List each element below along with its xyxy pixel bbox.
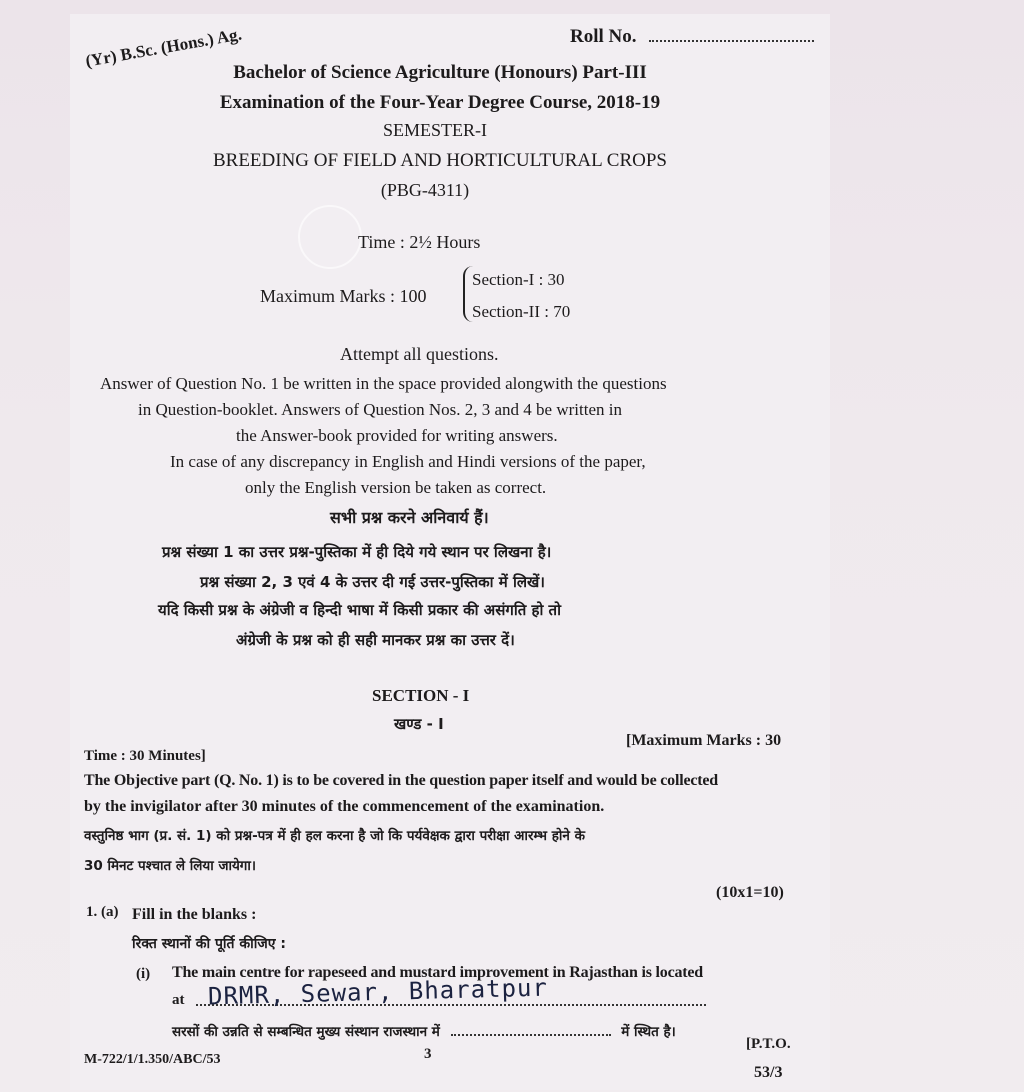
semester-title: SEMESTER-I <box>382 120 487 140</box>
item-question-en: The main centre for rapeseed and mustard improvement in Rajasthan is located <box>172 964 704 981</box>
objective-note-en-2: by the invigilator after 30 minutes of the commencement of the examination. <box>84 798 605 815</box>
instruction-en-2: in Question-booklet. Answers of Question Nos. 2, 3 and 4 be written in <box>138 400 622 419</box>
item-at: at <box>172 992 185 1008</box>
footer-code: M-722/1/1.350/ABC/53 <box>84 1052 221 1067</box>
fill-blanks-hi: रिक्त स्थानों की पूर्ति कीजिए : <box>132 936 287 952</box>
objective-note-hi-2: 30 मिनट पश्चात ले लिया जायेगा। <box>84 858 257 874</box>
instruction-hi-2: प्रश्न संख्या 1 का उत्तर प्रश्न-पुस्तिका में ही दिये गये स्थान पर लिखना है। <box>162 543 552 561</box>
objective-note-en-1: The Objective part (Q. No. 1) is to be covered in the question paper itself and would be collected <box>84 772 718 789</box>
roll-no-blank <box>649 40 814 42</box>
instruction-hi-1: सभी प्रश्न करने अनिवार्य हैं। <box>330 508 489 527</box>
instruction-en-4: In case of any discrepancy in English and Hindi versions of the paper, <box>170 452 646 471</box>
instruction-hi-5: अंग्रेजी के प्रश्न को ही सही मानकर प्रश्न का उत्तर दें। <box>236 631 515 649</box>
section-time: Time : 30 Minutes] <box>84 748 206 764</box>
item-question-hi: सरसों की उन्नति से सम्बन्धित मुख्य संस्थान राजस्थान में में स्थित है। <box>172 1024 676 1040</box>
roll-no-label: Roll No. <box>570 26 814 48</box>
pto-label: [P.T.O. <box>746 1036 791 1052</box>
maximum-marks: Maximum Marks : 100 <box>260 286 427 306</box>
section-max-marks: [Maximum Marks : 30 <box>626 732 782 749</box>
instruction-en-5: only the English version be taken as correct. <box>245 478 547 497</box>
fill-blanks-en: Fill in the blanks : <box>132 906 257 923</box>
paper-code: (PBG-4311) <box>380 180 470 200</box>
sheet-number: 53/3 <box>754 1064 783 1081</box>
exam-time: Time : 2½ Hours <box>358 232 481 252</box>
attempt-instruction: Attempt all questions. <box>340 344 499 364</box>
instruction-en-1: Answer of Question No. 1 be written in the space provided alongwith the questions <box>100 374 667 393</box>
exam-title: Examination of the Four-Year Degree Course, 2018-19 <box>219 92 661 113</box>
section-title-hindi: खण्ड - I <box>394 715 444 733</box>
paper-smudge <box>298 205 362 269</box>
subject-title: BREEDING OF FIELD AND HORTICULTURAL CROPS <box>212 150 667 171</box>
question-label: 1. (a) <box>86 904 119 920</box>
degree-title: Bachelor of Science Agriculture (Honours) Part-III <box>233 62 647 83</box>
item-number: (i) <box>136 966 151 982</box>
section-2-marks: Section-II : 70 <box>472 302 571 321</box>
question-marks: (10x1=10) <box>716 884 784 901</box>
hindi-answer-blank[interactable] <box>451 1034 611 1036</box>
instruction-hi-3: प्रश्न संख्या 2, 3 एवं 4 के उत्तर दी गई उत्तर-पुस्तिका में लिखें। <box>200 573 545 591</box>
handwritten-answer: DRMR, Sewar, Bharatpur <box>207 973 549 1011</box>
section-1-marks: Section-I : 30 <box>472 270 565 289</box>
objective-note-hi-1: वस्तुनिष्ठ भाग (प्र. सं. 1) को प्रश्न-पत्र में ही हल करना है जो कि पर्यवेक्षक द्वारा परीक्षा आरम्भ होने के <box>84 828 585 844</box>
instruction-hi-4: यदि किसी प्रश्न के अंग्रेजी व हिन्दी भाषा में किसी प्रकार की असंगति हो तो <box>158 601 561 619</box>
section-title: SECTION - I <box>372 686 470 705</box>
page-number: 3 <box>424 1046 432 1062</box>
course-code: (Yr) B.Sc. (Hons.) Ag. <box>84 24 244 71</box>
instruction-en-3: the Answer-book provided for writing answers. <box>236 426 558 445</box>
